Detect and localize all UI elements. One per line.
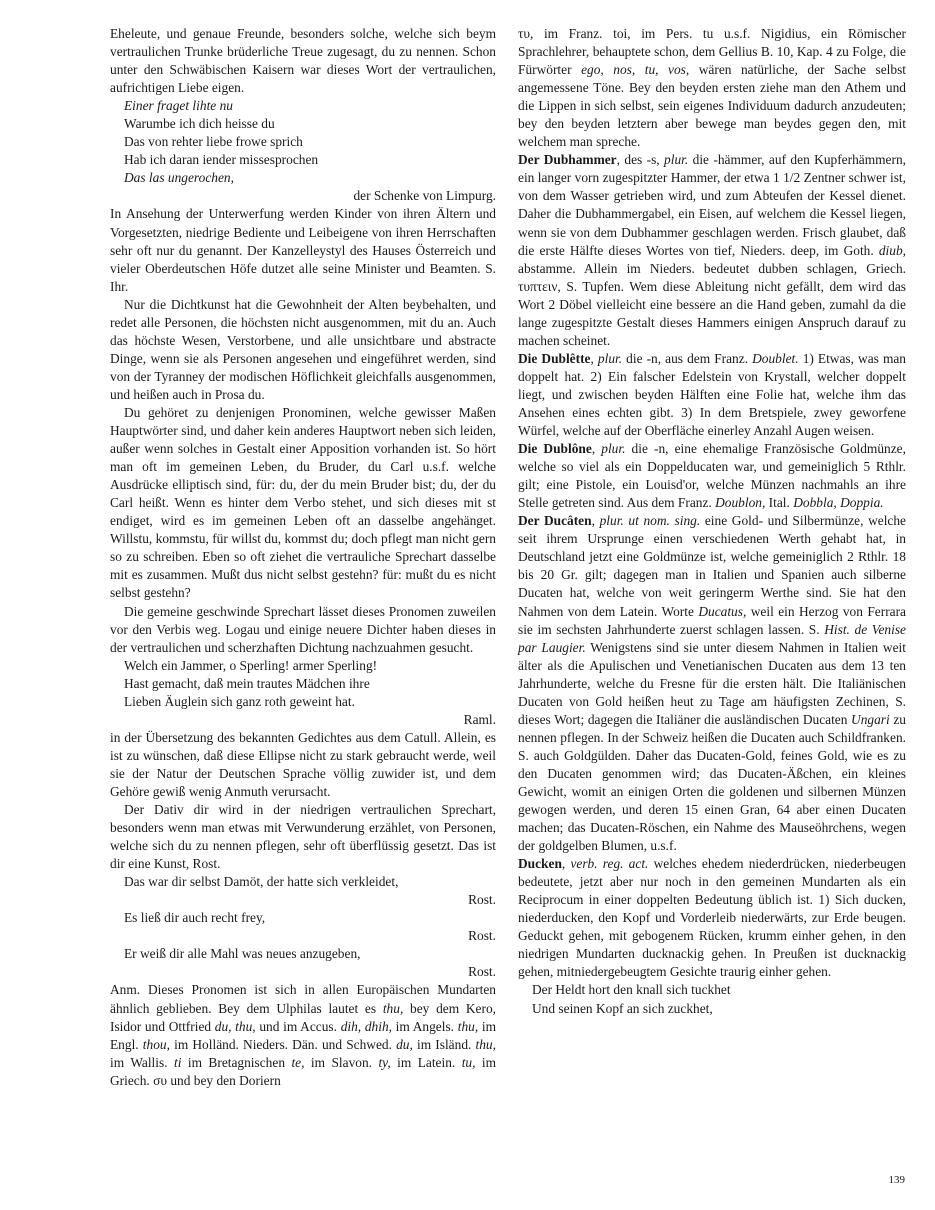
verse-line: Das las ungerochen, <box>124 170 234 186</box>
paragraph: Du gehöret zu denjenigen Pronominen, welche gewisser Maßen Hauptwörter sind, und daher kein anderes Hauptwort neben sich leiden, außer wenn solches in Gestalt einer Apposition vorhanden ist. So hört man oft im gemeinen Leben, du Bruder, du Carl u.s.f. welche Ausdrücke elliptisch sind, für: du, der du mein Bruder bist; du, der du Carl heißt. Wenn es hinter dem Verbo stehet, und sich dieses mit st endiget, wird es im gemeinen Leben oft an dasselbe angehänget. Willstu, kommstu, für willst du, kommst du; doch pflegt man nicht gern so zu schreiben. Eben so oft ziehet die vertrauliche Sprechart dasselbe mit es zusammen. Mußt dus nicht selbst gestehn? für: mußt du es nicht selbst gestehn? <box>110 404 496 601</box>
headword: Der Dubhammer <box>518 152 617 168</box>
entry-ducken: Ducken, verb. reg. act. welches ehedem niederdrücken, niederbeugen bedeutete, jetzt aber nur noch in den gemeinen Mundarten als ein Reciprocum in einer doppelten Bedeutung üblich ist. 1) Sich ducken, niederducken, den Kopf und Vorderleib niederwärts, zur Erde beugen. Geduckt gehen, mit gebogenem Rücken, krumm einher gehen, in den niedrigen Mundarten ducknackig gehen. In Preußen ist ducknackig gehen, mitniedergebeugtem Gesichte traurig einher gehen. <box>518 856 906 980</box>
headword: Die Dublône <box>518 441 592 457</box>
paragraph: In Ansehung der Unterwerfung werden Kinder von ihren Ältern und Vorgesetzten, niedrige Bediente und Leibeigene von ihren Herrschaften sehr oft nur du genannt. Der Kanzelleystyl des Hauses Österreich und vieler Oberdeutschen Höfe dutzet alle seine Minister und Beamten. S. Ihr. <box>110 206 496 294</box>
quote-line: Er weiß dir alle Mahl was neues anzugeben, <box>124 946 361 962</box>
verse-line: Und seinen Kopf an sich zuckhet, <box>532 1000 713 1016</box>
entry-ducaten: Der Ducâten, plur. ut nom. sing. eine Gold- und Silbermünze, welche seit ihrem Ursprunge einen verschiedenen Werth gehabt hat, in Deutschland jetzt eine Goldmünze ist, welche gemeiniglich 2 Rthlr. 18 bis 20 Gr. gilt; dagegen man in Italien und Spanien auch silberne Ducaten hat, welche von weit geringerm Werthe sind. Sie hat den Nahmen von dem Latein. Worte Ducatus, weil ein Herzog von Ferrara sie im sechsten Jahrhunderte zuerst schlagen lassen. S. Hist. de Venise par Laugier. Wenigstens sind sie unter diesem Nahmen in Italien weit älter als die Apulischen und Venetianischen Ducaten aus dem 13 ten Jahrhunderte, welche du Fresne für die ersten hält. Die Italiänischen Ducaten von Gold heißen heut zu Tage am häufigsten Zechinen, S. dieses Wort; dagegen die Italiäner die ausländischen Ducaten Ungari zu nennen pflegen. In der Schweiz heißen die Ducaten auch Schildfranken. S. auch Goldgülden. Daher das Ducaten-Gold, feines Gold, wie es zu den Ducaten genommen wird; das Ducaten-Äßchen, ein kleines Gewicht, womit an einigen Orten die goldenen und silbernen Münzen gewogen werden, und deren 15 einen Gran, 64 aber einen Ducaten machen; das Ducaten-Röschen, ein Nahme des Mauseöhrchens, wegen der goldgelben Blumen, u.s.f. <box>518 513 907 854</box>
left-column <box>110 25 496 1090</box>
paragraph: Der Dativ dir wird in der niedrigen vertraulichen Sprechart, besonders wenn man etwas mit Verwunderung erzählet, von Personen, welche sich du zu nennen pflegen, sehr oft überflüssig gesetzt. Das ist dir eine Kunst, Rost. <box>110 802 496 872</box>
verse-line: Welch ein Jammer, o Sperling! armer Sperling! <box>124 657 378 673</box>
verse-line: Das von rehter liebe frowe sprich <box>124 134 303 150</box>
paragraph: in der Übersetzung des bekannten Gedichtes aus dem Catull. Allein, es ist zu wünschen, daß diese Ellipse nicht zu stark gebraucht werde, weil sie der Natur der Deutschen Sprache völlig zuwider ist, und dem Gehöre gewiß wenig Anmuth verursacht. <box>110 729 496 799</box>
verse-line: Hab ich daran iender missesprochen <box>124 152 319 168</box>
annotation-paragraph: Anm. Dieses Pronomen ist sich in allen Europäischen Mundarten ähnlich geblieben. Bey dem Ulphilas lautet es thu, bey dem Kero, Isidor und Ottfried du, thu, und im Accus. dih, dhih, im Angels. thu, im Engl. thou, im Holländ. Nieders. Dän. und Schwed. du, im Isländ. thu, im Wallis. ti im Bretagnischen te, im Slavon. ty, im Latein. tu, im Griech. συ und bey den Doriern <box>110 982 497 1088</box>
verse-source: der Schenke von Limpurg. <box>353 188 496 204</box>
headword: Die Dublêtte <box>518 350 591 366</box>
verse-line: Warumbe ich dich heisse du <box>124 116 275 132</box>
verse-line: Einer fraget lihte nu <box>124 98 233 114</box>
paragraph: Nur die Dichtkunst hat die Gewohnheit der Alten beybehalten, und redet alle Personen, die höchsten nicht ausgenommen, mit du an. Auch das höchste Wesen, Verstorbene, und alle unsichtbare und abstracte Dinge, wenn sie als Personen angesehen und eingeführet werden, sind von der Tyranney der modischen Höflichkeit gleichfalls ausgenommen, und heißen auch in Prosa du. <box>110 296 496 402</box>
headword: Ducken <box>518 856 562 872</box>
verse-line: Hast gemacht, daß mein trautes Mädchen ihre <box>124 675 370 691</box>
paragraph: Eheleute, und genaue Freunde, besonders solche, welche sich beym vertraulichen Trunke brüderliche Treue zugesagt, du zu nennen. Schon unter den Schwäbischen Kaisern war dieses Wort der vertraulichen, aufrichtigen Liebe eigen. <box>110 26 496 96</box>
entry-dubhammer: Der Dubhammer, des -s, plur. die -hämmer, auf den Kupferhämmern, ein langer vorn zugespitzter Hammer, der etwa 1 1/2 Zentner schwer ist, von dem Wasser getrieben wird, und zum Abteufen der Kessel dienet. Daher die Dubhammergabel, ein Eisen, auf welchem die Kessel liegen, wenn sie von dem Dubhammer geschlagen werden. Frisch glaubet, daß die erste Hälfte dieses Wortes von tief, Nieders. deep, im Goth. diub, abstamme. Allein im Nieders. bedeutet dubben schlagen, Griech. τυπτειν, S. Tupfen. Wem diese Ableitung nicht gefällt, dem wird das Wort 2 Döbel vielleicht eine bessere an die Hand geben, zumahl da die lange zugespitzte Gestalt dieses Hammers einigen Anspruch darauf zu machen scheinet. <box>518 152 906 348</box>
verse-line: Lieben Äuglein sich ganz roth geweint hat. <box>124 693 355 709</box>
quote-source: Rost. <box>468 892 496 908</box>
headword: Der Ducâten <box>518 513 592 529</box>
quote-source: Rost. <box>468 964 496 980</box>
verse-source: Raml. <box>463 711 496 727</box>
paragraph: τυ, im Franz. toi, im Pers. tu u.s.f. Nigidius, ein Römischer Sprachlehrer, behauptete schon, dem Gellius B. 10, Kap. 4 zu Folge, die Fürwörter ego, nos, tu, vos, wären natürliche, der Sache selbst angemessene Töne. Bey den beyden ersten ziehe man den Athem und die Lippen in sich selbst, sein eigenes Individuum dadurch anzudeuten; bey den beyden letztern aber bewege man beydes gegen den, mit welchem man spreche. <box>518 26 906 150</box>
quote-line: Es ließ dir auch recht frey, <box>124 910 266 926</box>
quote-source: Rost. <box>468 928 496 944</box>
entry-dublone: Die Dublône, plur. die -n, eine ehemalige Französische Goldmünze, welche so viel als ein Doppelducaten war, und gemeiniglich 5 Rthlr. gilt; eine Pistole, ein Louisd'or, welche Münzen nachmahls an ihre Stelle getreten sind. Aus dem Franz. Doublon, Ital. Dobbla, Doppia. <box>518 441 906 511</box>
quote-line: Das war dir selbst Damöt, der hatte sich verkleidet, <box>124 874 399 890</box>
right-column <box>518 25 906 1018</box>
verse-line: Der Heldt hort den knall sich tuckhet <box>532 982 731 998</box>
entry-dublette: Die Dublêtte, plur. die -n, aus dem Franz. Doublet. 1) Etwas, was man doppelt hat. 2) Ein falscher Edelstein von Krystall, welcher doppelt liegt, und zwischen beyden Hälften eine Folie hat, welche ihm das Ansehen eines echten gibt. 3) In dem Bretspiele, zwey geworfene Würfel, welche auf der Oberfläche einerley Anzahl Augen weisen. <box>518 350 906 439</box>
page-number: 139 <box>888 1174 905 1186</box>
paragraph: Die gemeine geschwinde Sprechart lässet dieses Pronomen zuweilen vor den Verbis weg. Logau und einige neuere Dichter haben dieses in der vertraulichen und scherzhaften Dichtung nachzuahmen gesucht. <box>110 603 496 655</box>
